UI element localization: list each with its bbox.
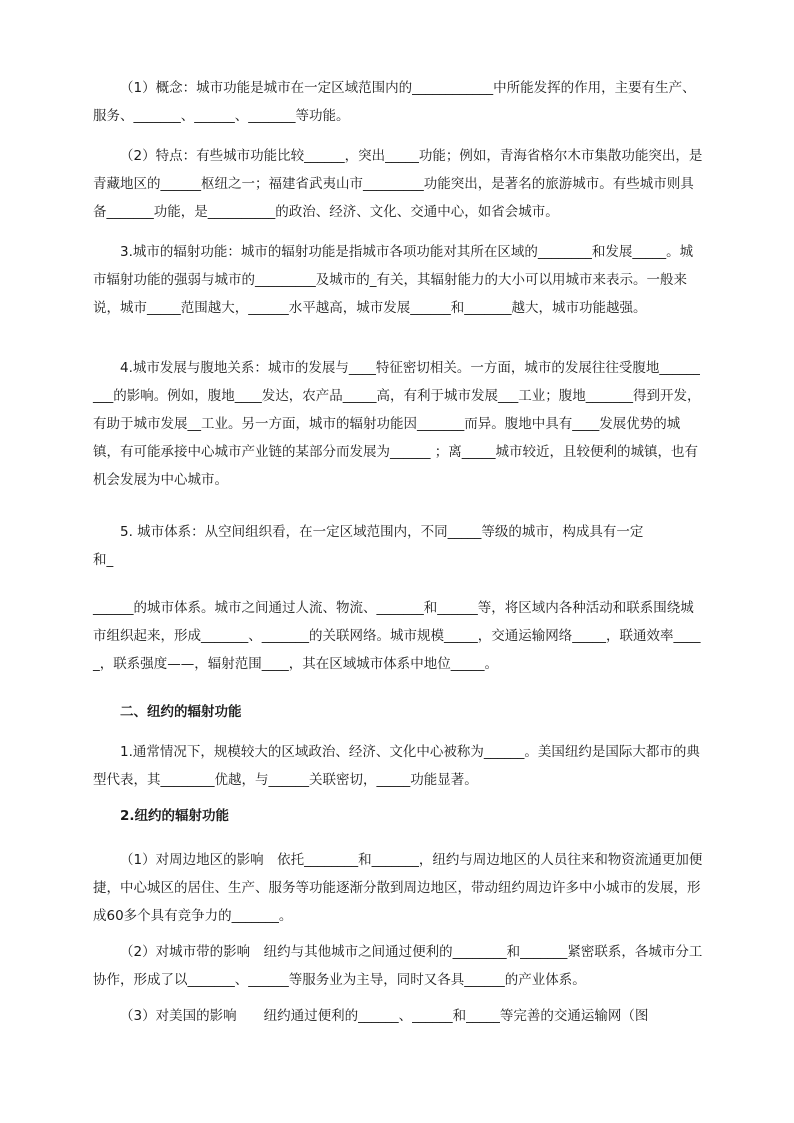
paragraph-impact-surrounding: （1）对周边地区的影响 依托________和_______，纽约与周边地区的人员往来和物资流通更加便捷，中心城区的居住、生产、服务等功能逐渐分散到周边地区，带动纽约周边许多中小城市的发展，形成60多个具有竞争力的_______。 [93, 852, 703, 924]
subheading-newyork-radiation: 2.纽约的辐射功能 [120, 808, 230, 824]
paragraph-impact-city-belt: （2）对城市带的影响 纽约与其他城市之间通过便利的________和_______紧密联系，各城市分工协作，形成了以_______、______等服务业为主导，同时又各具______的产业体系。 [93, 944, 703, 988]
paragraph-city-function-concept: （1）概念：城市功能是城市在一定区域范围内的____________中所能发挥的作用，主要有生产、服务、_______、______、_______等功能。 [93, 80, 696, 124]
paragraph-city-system-line1: 5. 城市体系：从空间组织看，在一定区域范围内，不同_____等级的城市，构成具有一定 [120, 524, 644, 540]
paragraph-city-system-continued: ______的城市体系。城市之间通过人流、物流、_______和______等，将区域内各种活动和联系围绕城市组织起来，形成_______、_______的关联网络。城市规模_____，交通运输网络_____，联通效率_____，联系强度——，辐射范围____，其在区域城市体系中地位_____。 [93, 600, 701, 672]
paragraph-city-system-line2: 和_ [93, 552, 114, 568]
paragraph-metropolis-definition: 1.通常情况下，规模较大的区域政治、经济、文化中心被称为______。美国纽约是国际大都市的典型代表，其________优越，与______关联密切，_____功能显著。 [93, 744, 700, 788]
paragraph-radiation-function: 3.城市的辐射功能：城市的辐射功能是指城市各项功能对其所在区域的________和发展_____。城市辐射功能的强弱与城市的_________及城市的_有关，其辐射能力的大小可以用城市来表示。一般来说，城市_____范围越大，______水平越高，城市发展______和_______越大，城市功能越强。 [93, 244, 694, 316]
section-heading-newyork: 二、纽约的辐射功能 [120, 704, 242, 720]
paragraph-impact-usa: （3）对美国的影响 纽约通过便利的______、______和_____等完善的交通运输网（图 [120, 1008, 649, 1024]
paragraph-hinterland-relation: 4.城市发展与腹地关系：城市的发展与____特征密切相关。一方面，城市的发展往往受腹地_________的影响。例如，腹地____发达，农产品_____高，有利于城市发展___工业；腹地_______得到开发，有助于城市发展__工业。另一方面，城市的辐射功能因_______而异。腹地中具有____发展优势的城镇，有可能承接中心城市产业链的某部分而发展为______ ；离_____城市较近，且较便利的城镇，也有机会发展为中心城市。 [93, 360, 701, 488]
paragraph-city-function-features: （2）特点：有些城市功能比较______，突出_____功能；例如，青海省格尔木市集散功能突出，是青藏地区的______枢纽之一；福建省武夷山市_________功能突出，是著名的旅游城市。有些城市则具备_______功能，是__________的政治、经济、文化、交通中心，如省会城市。 [93, 148, 703, 220]
